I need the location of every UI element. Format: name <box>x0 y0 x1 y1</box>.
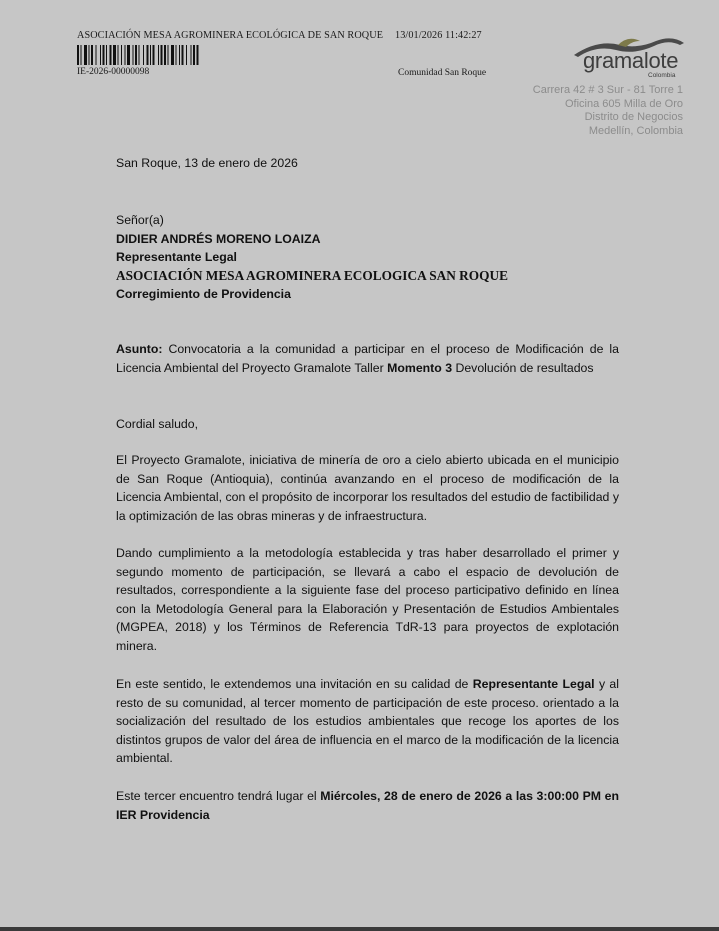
address-line: Oficina 605 Milla de Oro <box>565 97 683 110</box>
letter-date: San Roque, 13 de enero de 2026 <box>116 156 298 170</box>
p3-start: En este sentido, le extendemos una invitación en su calidad de <box>116 677 473 691</box>
stamp-community: Comunidad San Roque <box>398 68 487 78</box>
p3-end: y al resto de su comunidad, al tercer momento de participación de este proceso. orientado a la socialización del resultado de los estudios ambientales que recoge los aportes de los distintos grupos de valor del área de influencia en el marco de la modificación de la licencia ambiental. <box>116 677 620 766</box>
recipient-name: DIDIER ANDRÉS MORENO LOAIZA <box>116 231 321 246</box>
logo-wordmark: gramalote <box>583 48 679 73</box>
p4-bold: Miércoles, 28 de enero de 2026 a las 3:00:00 PM en IER Providencia <box>116 789 619 822</box>
address-line: Carrera 42 # 3 Sur - 81 Torre 1 <box>532 84 683 96</box>
subject-paragraph <box>116 340 619 377</box>
recipient-role: Representante Legal <box>116 250 237 264</box>
body-paragraph-3 <box>116 675 619 768</box>
body-paragraph-1: El Proyecto Gramalote, iniciativa de minería de oro a cielo abierto ubicada en el municipio de San Roque (Antioquia), continúa avanzando en el proceso de modificación de la Licencia Ambiental, con el propósito de incorporar los resultados del estudio de factibilidad y la optimización de las obras mineras y de infraestructura. <box>116 453 619 523</box>
salutation-to: Señor(a) <box>116 213 164 227</box>
body-paragraph-2: Dando cumplimiento a la metodología establecida y tras haber desarrollado el primer y segundo momento de participación, se llevará a cabo el espacio de devolución de resultados, correspondiente a la siguiente fase del proceso participativo definido en línea con la Metodología General para la Elaboración y Presentación de Estudios Ambientales (MGPEA, 2018) y los Términos de Referencia TdR-13 para proyectos de explotación minera. <box>116 546 619 653</box>
radicado-number: IE-2026-00000098 <box>77 67 150 77</box>
stamp-timestamp: 13/01/2026 11:42:27 <box>395 30 482 41</box>
subject-bold: Momento 3 <box>387 360 453 375</box>
body-paragraph-4 <box>116 787 619 824</box>
recipient-block <box>116 211 508 304</box>
subject-text: Convocatoria a la comunidad a participar en el proceso de Modificación de la Licencia Ambiental del Proyecto Gramalote Taller <box>116 342 619 375</box>
bottom-edge-bar <box>0 927 719 931</box>
address-line: Distrito de Negocios <box>584 111 683 123</box>
subject-end: Devolución de resultados <box>452 360 594 375</box>
greeting: Cordial saludo, <box>116 417 199 431</box>
recipient-location: Corregimiento de Providencia <box>116 287 291 301</box>
p3-bold: Representante Legal <box>472 677 595 691</box>
barcode-image <box>77 45 267 65</box>
p4-start: Este tercer encuentro tendrá lugar el <box>116 789 321 803</box>
subject-label: Asunto: <box>116 342 163 356</box>
address-line: Medellín, Colombia <box>588 124 683 137</box>
stamp-organization: ASOCIACIÓN MESA AGROMINERA ECOLÓGICA DE SAN ROQUE <box>77 30 384 41</box>
radicado-stamp-header <box>77 30 482 41</box>
logo-country: Colombia <box>648 72 676 79</box>
recipient-organization: ASOCIACIÓN MESA AGROMINERA ECOLOGICA SAN ROQUE <box>116 267 508 283</box>
company-address <box>533 84 683 138</box>
